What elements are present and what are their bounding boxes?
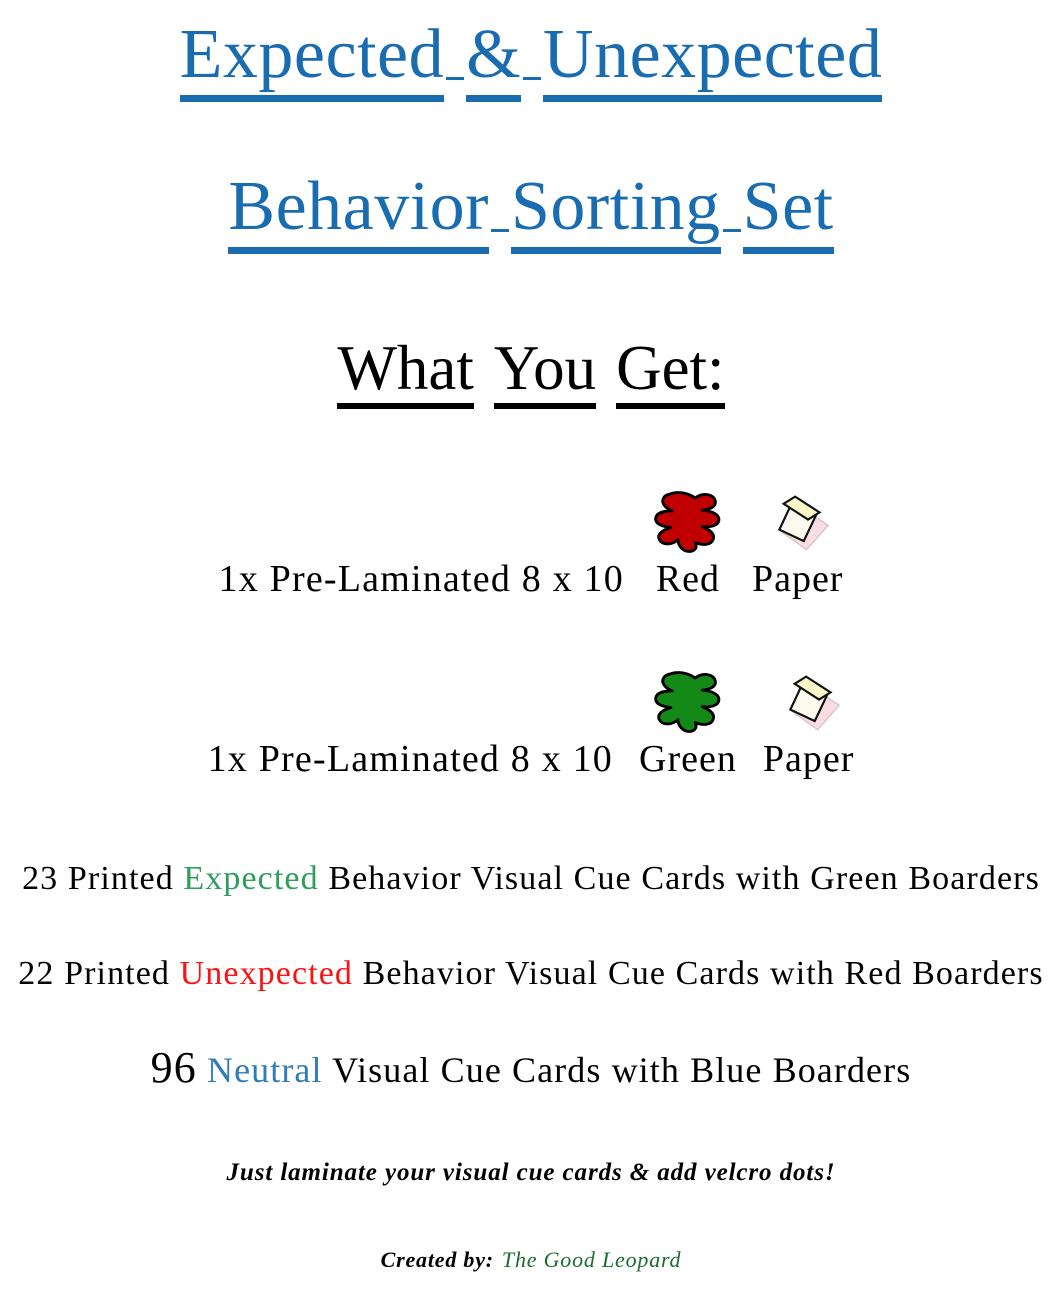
expected-keyword: Expected xyxy=(183,860,319,897)
title-word: Behavior xyxy=(228,168,489,248)
page-subheading xyxy=(0,333,1062,404)
document-title-line-1 xyxy=(0,16,1062,96)
count-line-neutral xyxy=(0,1043,1062,1092)
supply-row-red-paper xyxy=(0,488,1062,602)
created-by-line xyxy=(0,1247,1062,1273)
supply-color-label: Red xyxy=(655,558,721,600)
brand-name: The Good Leopard xyxy=(501,1247,682,1272)
title-word: & xyxy=(466,16,521,96)
red-scribble-icon xyxy=(650,488,726,554)
heading-word: You xyxy=(493,333,597,403)
supply-paper-label: Paper xyxy=(751,558,844,600)
supply-color-label: Green xyxy=(639,738,737,780)
heading-word: What xyxy=(337,333,474,403)
supply-color-item xyxy=(650,488,726,602)
green-scribble-icon xyxy=(650,668,726,734)
title-word: Sorting xyxy=(511,168,721,248)
supply-description: 1x Pre-Laminated 8 x 10 xyxy=(218,558,624,600)
unexpected-keyword: Unexpected xyxy=(179,955,353,992)
unexpected-lead: Printed xyxy=(64,955,171,992)
supply-row-green-paper xyxy=(0,668,1062,782)
created-by-label: Created by: xyxy=(380,1247,494,1272)
expected-count: 23 xyxy=(22,860,59,897)
unexpected-rest: Behavior Visual Cue Cards with Red Boarders xyxy=(362,955,1044,992)
expected-lead: Printed xyxy=(67,860,174,897)
title-word: Unexpected xyxy=(543,16,882,96)
note-papers-icon xyxy=(760,488,836,554)
count-line-unexpected xyxy=(0,955,1062,993)
supply-paper-item xyxy=(752,488,844,602)
count-line-expected xyxy=(0,860,1062,898)
heading-word: Get: xyxy=(616,333,725,403)
document-title-line-2 xyxy=(0,168,1062,248)
supply-color-item xyxy=(639,668,737,782)
title-word: Expected xyxy=(180,16,444,96)
unexpected-count: 22 xyxy=(18,955,55,992)
neutral-keyword: Neutral xyxy=(206,1050,323,1090)
laminate-instruction-note: Just laminate your visual cue cards & add velcro dots! xyxy=(226,1159,836,1186)
supply-paper-item xyxy=(763,668,855,782)
neutral-rest: Visual Cue Cards with Blue Boarders xyxy=(332,1050,912,1090)
note-papers-icon xyxy=(771,668,847,734)
neutral-count: 96 xyxy=(150,1043,197,1092)
expected-rest: Behavior Visual Cue Cards with Green Boarders xyxy=(328,860,1040,897)
supply-paper-label: Paper xyxy=(762,738,855,780)
supply-description: 1x Pre-Laminated 8 x 10 xyxy=(207,738,614,780)
title-word: Set xyxy=(743,168,834,248)
